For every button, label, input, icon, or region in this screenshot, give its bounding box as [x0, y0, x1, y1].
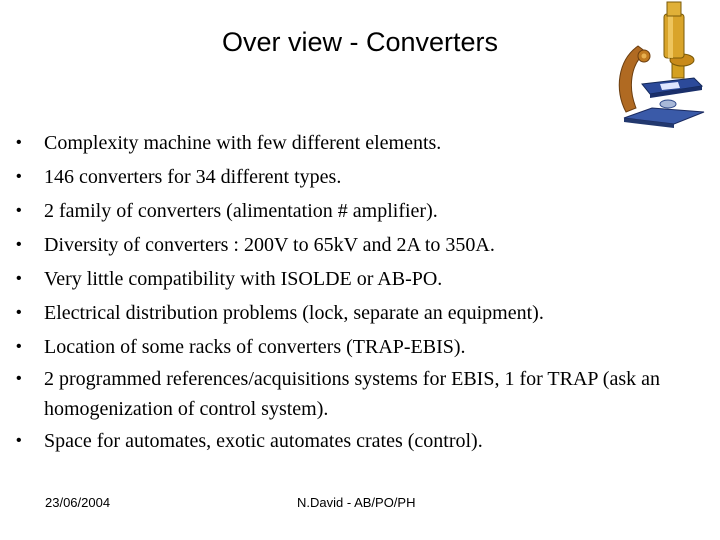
bullet-marker: • — [16, 134, 22, 151]
list-item: • Location of some racks of converters (TRAP-EBIS). — [14, 330, 718, 364]
bullet-marker: • — [16, 270, 22, 287]
bullet-marker: • — [16, 304, 22, 321]
bullet-marker: • — [16, 432, 22, 449]
slide-title: Over view - Converters — [221, 27, 499, 57]
list-item: • 2 family of converters (alimentation # amplifier). — [14, 194, 718, 228]
list-item: • Space for automates, exotic automates crates (control). — [14, 424, 718, 458]
bullet-marker: • — [16, 370, 22, 387]
list-item: • Very little compatibility with ISOLDE or AB-PO. — [14, 262, 718, 296]
list-item: • Electrical distribution problems (lock, separate an equipment). — [14, 296, 718, 330]
list-item: • 146 converters for 34 different types. — [14, 160, 718, 194]
footer-author: N.David - AB/PO/PH — [297, 495, 416, 510]
bullet-marker: • — [16, 236, 22, 253]
list-item: • Diversity of converters : 200V to 65kV and 2A to 350A. — [14, 228, 718, 262]
bullet-marker: • — [16, 338, 22, 355]
footer-date: 23/06/2004 — [45, 495, 111, 510]
bullet-marker: • — [16, 168, 22, 185]
microscope-icon — [612, 0, 712, 128]
bullet-marker: • — [16, 202, 22, 219]
list-item: • 2 programmed references/acquisitions systems for EBIS, 1 for TRAP (ask an homogenization of control system). — [14, 364, 718, 424]
bullet-list — [14, 126, 718, 458]
list-item: • Complexity machine with few different elements. — [14, 126, 718, 160]
